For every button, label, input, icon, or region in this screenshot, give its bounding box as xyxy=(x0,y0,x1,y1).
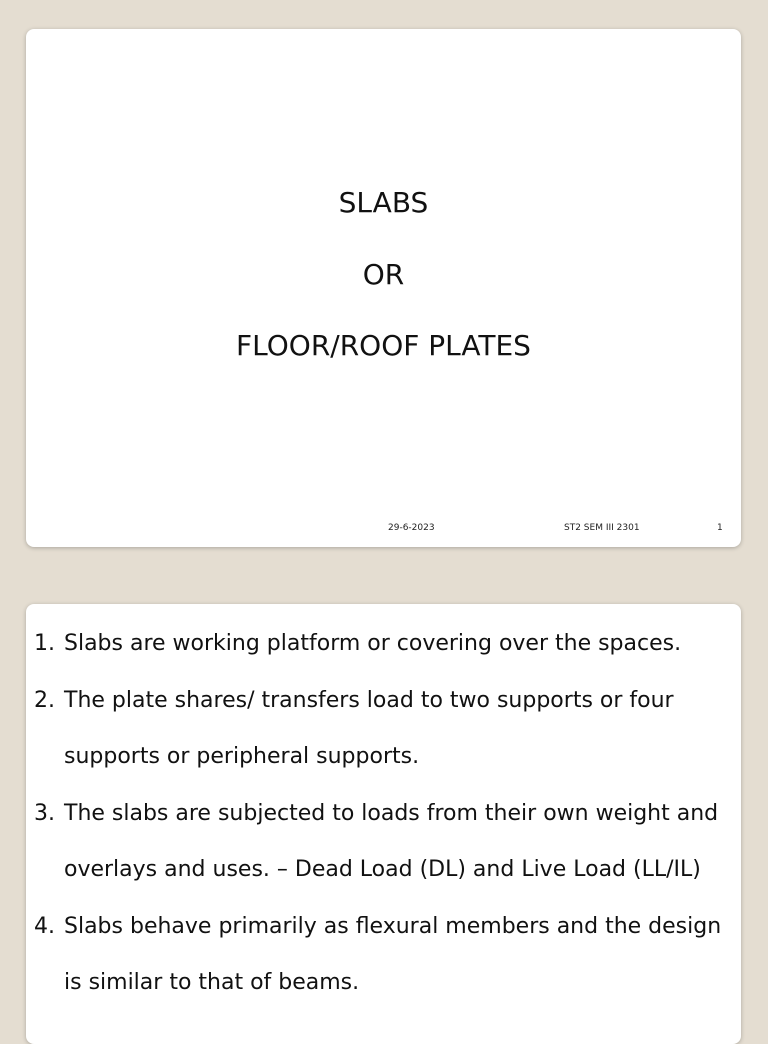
slide-title-line-1: SLABS xyxy=(338,186,429,219)
list-item-number: 3. xyxy=(34,800,55,826)
list-item xyxy=(34,616,734,673)
list-item-number: 2. xyxy=(34,687,55,713)
list-item xyxy=(34,786,734,899)
list-item-text: The slabs are subjected to loads from their own weight and overlays and uses. – Dead Load (DL) and Live Load (LL/IL) xyxy=(64,800,719,882)
title-slide xyxy=(26,29,741,547)
footer-course: ST2 SEM III 2301 xyxy=(564,523,640,533)
list-item-number: 4. xyxy=(34,913,55,939)
list-item xyxy=(34,673,734,786)
list-item xyxy=(34,899,734,1012)
points-list xyxy=(34,616,734,1012)
list-item-number: 1. xyxy=(34,631,55,656)
content-slide xyxy=(26,604,741,1044)
list-item-text: Slabs behave primarily as flexural members and the design is similar to that of beams. xyxy=(64,913,722,995)
footer-page-number: 1 xyxy=(717,523,723,533)
slide-title-line-2: OR xyxy=(362,258,405,291)
list-item-text: The plate shares/ transfers load to two supports or four supports or peripheral supports. xyxy=(64,687,674,769)
slide-title-line-3: FLOOR/ROOF PLATES xyxy=(236,329,531,362)
list-item-text: Slabs are working platform or covering over the spaces. xyxy=(64,631,682,656)
footer-date: 29-6-2023 xyxy=(388,523,435,533)
